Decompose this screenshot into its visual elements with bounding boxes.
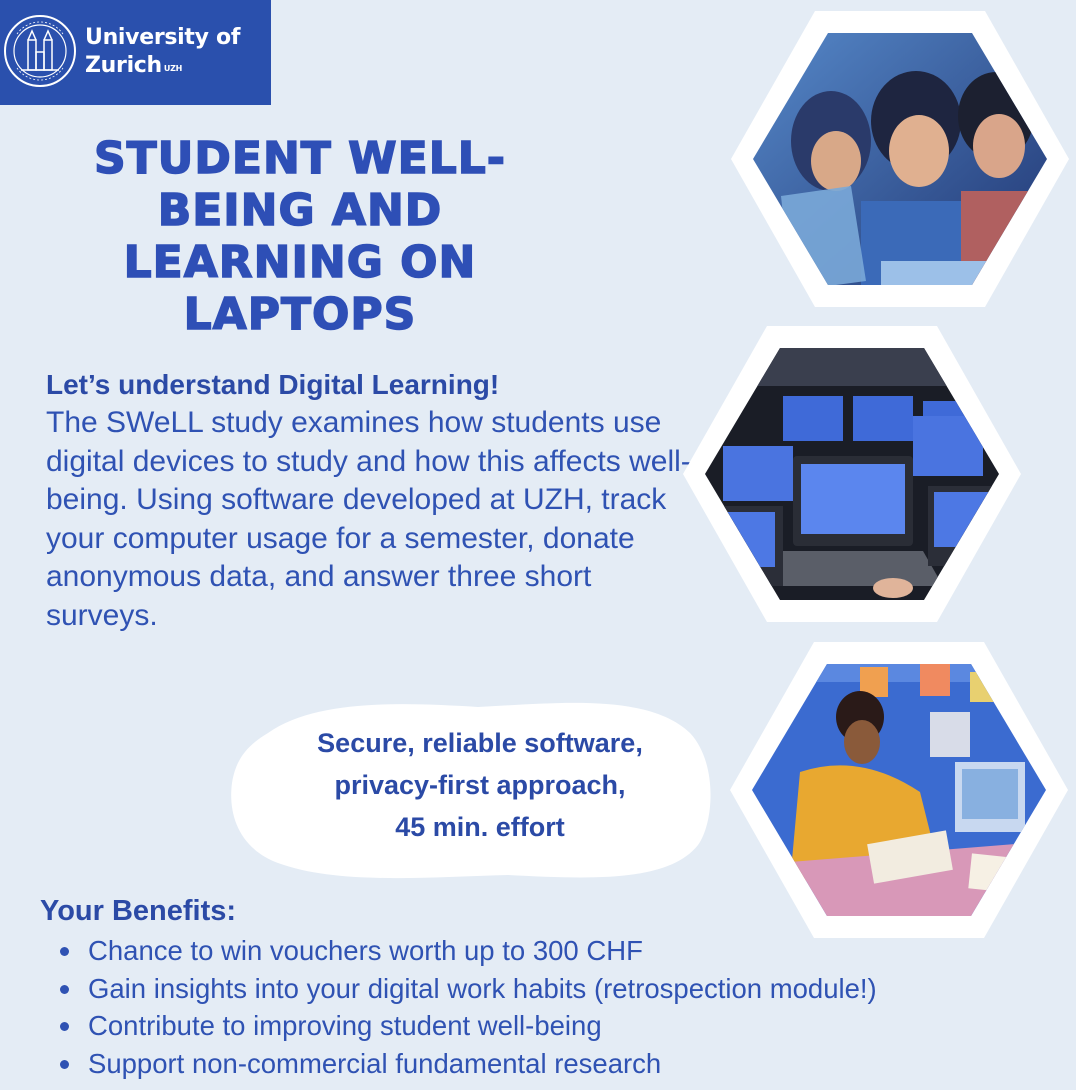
benefits-list — [60, 932, 877, 1082]
callout-line-1: Secure, reliable software, — [317, 728, 643, 758]
student-studying-image — [730, 642, 1068, 938]
university-abbreviation: UZH — [163, 64, 183, 73]
university-seal-icon — [3, 14, 77, 88]
students-at-laptops-image — [731, 11, 1069, 307]
intro-body: The SWeLL study examines how students use digital devices to study and how this affects well-being. Using software developed at UZH, track your computer usage for a semester, donate anonymous data, and answer three short surveys. — [46, 406, 691, 632]
benefit-item: Chance to win vouchers worth up to 300 CHF — [60, 932, 877, 970]
benefit-item: Contribute to improving student well-being — [60, 1007, 877, 1045]
callout-line-3: 45 min. effort — [395, 812, 565, 842]
university-name — [85, 24, 240, 80]
lecture-hall-laptops-image — [683, 326, 1021, 622]
benefit-item: Support non-commercial fundamental research — [60, 1045, 877, 1083]
callout-line-2: privacy-first approach, — [334, 770, 626, 800]
page-title: STUDENT WELL-BEING AND LEARNING ON LAPTOPS — [93, 133, 507, 340]
benefit-item: Gain insights into your digital work habits (retrospection module!) — [60, 970, 877, 1008]
university-name-line2 — [85, 52, 240, 80]
intro-heading: Let’s understand Digital Learning! — [46, 369, 500, 400]
university-logo[interactable] — [0, 0, 271, 105]
university-name-city: Zurich — [85, 53, 162, 78]
benefits-heading: Your Benefits: — [40, 895, 237, 927]
university-name-line1: University of — [85, 25, 241, 50]
callout-text — [250, 722, 710, 848]
